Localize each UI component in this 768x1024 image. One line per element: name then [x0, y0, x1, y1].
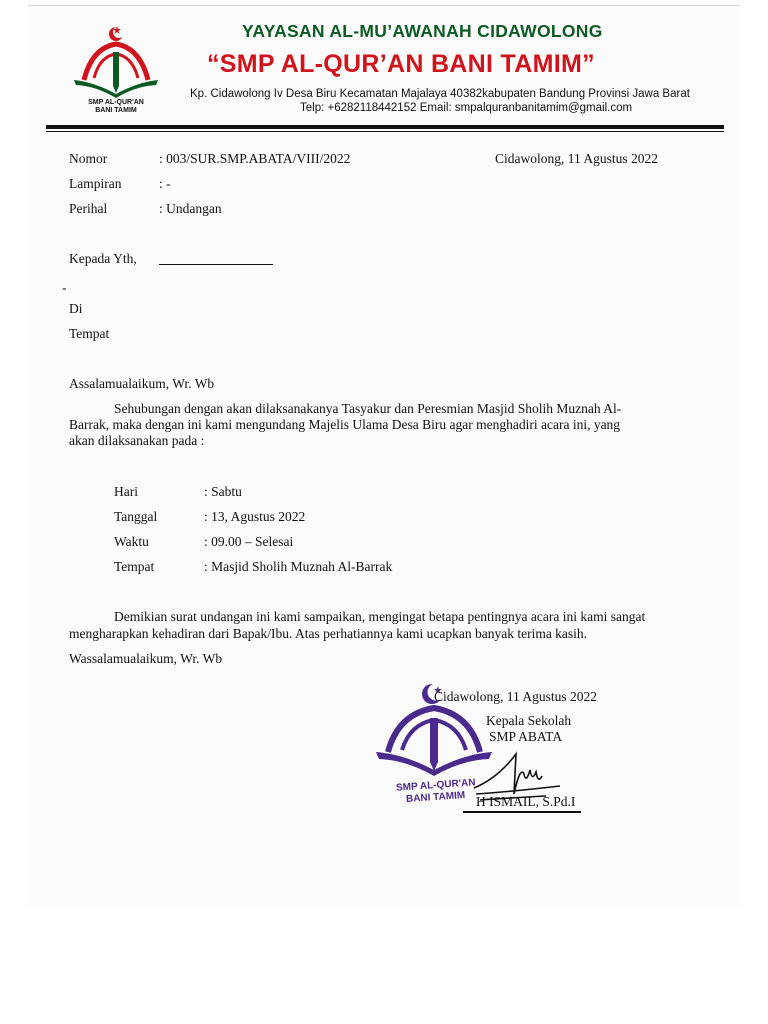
detail-label-tanggal: Tanggal — [114, 509, 158, 524]
school-name: “SMP AL-QUR’AN BANI TAMIM” — [207, 50, 595, 78]
school-contact: Telp: +6282118442152 Email: smpalquranbanitamim@gmail.com — [300, 102, 633, 114]
foundation-name: YAYASAN AL-MU’AWANAH CIDAWOLONG — [242, 21, 603, 41]
recipient-tempat: Tempat — [69, 326, 110, 341]
closing-greeting: Wassalamualaikum, Wr. Wb — [69, 651, 223, 666]
detail-value-tanggal: : 13, Agustus 2022 — [204, 509, 306, 524]
body-paragraph-1-line-3: akan dilaksanakan pada : — [69, 433, 205, 448]
lampiran-value: : - — [159, 176, 171, 191]
detail-label-waktu: Waktu — [114, 534, 149, 549]
body-paragraph-1-line-2: Barrak, maka dengan ini kami mengundang Majelis Ulama Desa Biru agar menghadiri acara ini, yang — [69, 417, 621, 432]
signature-date: Cidawolong, 11 Agustus 2022 — [434, 689, 598, 704]
letterhead-divider-thick — [46, 125, 724, 129]
detail-label-tempat: Tempat — [114, 559, 155, 574]
recipient-dash: - — [62, 280, 67, 295]
detail-value-tempat: : Masjid Sholih Muznah Al-Barrak — [204, 559, 393, 574]
nomor-value: : 003/SUR.SMP.ABATA/VIII/2022 — [159, 151, 351, 166]
perihal-value: : Undangan — [159, 201, 222, 216]
body-paragraph-2-line-1: Demikian surat undangan ini kami sampaikan, mengingat betapa pentingnya acara ini kami sangat — [114, 609, 646, 624]
recipient-blank-line — [159, 264, 273, 265]
logo-caption-line1: SMP AL-QUR'AN — [88, 99, 144, 106]
nomor-label: Nomor — [69, 151, 108, 166]
signatory-underline — [463, 811, 581, 813]
letter-date: Cidawolong, 11 Agustus 2022 — [495, 151, 659, 166]
signature-title: Kepala Sekolah — [486, 713, 572, 728]
body-paragraph-2-line-2: mengharapkan kehadiran dari Bapak/Ibu. Atas perhatiannya kami ucapkan banyak terima kasih. — [69, 626, 588, 641]
signatory-name: H ISMAIL, S.Pd.I — [476, 794, 576, 809]
detail-value-waktu: : 09.00 – Selesai — [204, 534, 294, 549]
logo-caption-line2: BANI TAMIM — [95, 107, 137, 114]
salutation: Assalamualaikum, Wr. Wb — [69, 376, 215, 391]
lampiran-label: Lampiran — [69, 176, 122, 191]
recipient-kepada: Kepada Yth, — [69, 251, 137, 266]
detail-label-hari: Hari — [114, 484, 138, 499]
perihal-label: Perihal — [69, 201, 108, 216]
stamp-caption-line2: BANI TAMIM — [405, 789, 466, 806]
recipient-di: Di — [69, 301, 83, 316]
stamp-caption-line1: SMP AL-QUR'AN — [395, 777, 476, 794]
signature-school: SMP ABATA — [489, 729, 563, 744]
detail-value-hari: : Sabtu — [204, 484, 242, 499]
body-paragraph-1-line-1: Sehubungan dengan akan dilaksanakanya Tasyakur dan Peresmian Masjid Sholih Muznah Al- — [114, 401, 622, 416]
school-address: Kp. Cidawolong Iv Desa Biru Kecamatan Majalaya 40382kabupaten Bandung Provinsi Jawa Barat — [190, 88, 690, 100]
letterhead-divider-thin — [46, 131, 724, 132]
